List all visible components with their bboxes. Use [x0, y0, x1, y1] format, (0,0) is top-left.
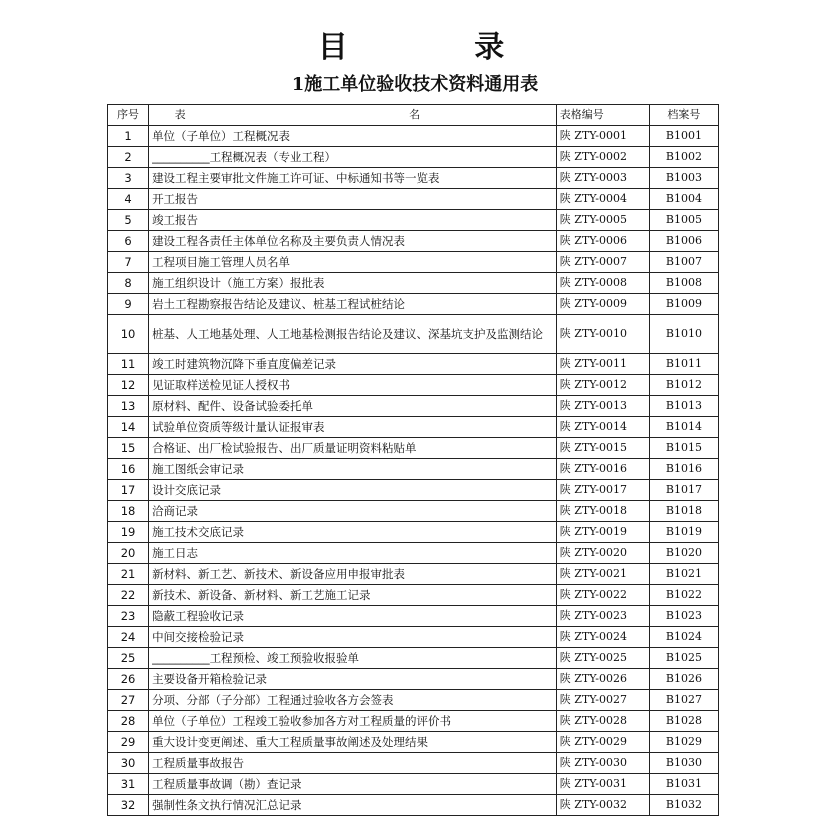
row-archive-number: B1015: [649, 438, 718, 459]
row-archive-number: B1008: [649, 273, 718, 294]
row-form-code: 陕 ZTY-0030: [556, 753, 649, 774]
row-form-name: 竣工时建筑物沉降下垂直度偏差记录: [149, 354, 557, 375]
row-form-name: 隐蔽工程验收记录: [149, 606, 557, 627]
row-form-code: 陕 ZTY-0027: [556, 690, 649, 711]
table-row: [108, 480, 719, 501]
table-row: [108, 231, 719, 252]
table-row: [108, 627, 719, 648]
row-number: 29: [108, 732, 149, 753]
row-archive-number: B1001: [649, 126, 718, 147]
row-number: 3: [108, 168, 149, 189]
row-number: 27: [108, 690, 149, 711]
table-header-row: [108, 105, 719, 126]
row-number: 5: [108, 210, 149, 231]
row-form-code: 陕 ZTY-0029: [556, 732, 649, 753]
row-number: 9: [108, 294, 149, 315]
row-form-code: 陕 ZTY-0026: [556, 669, 649, 690]
col-header-archive-number: 档案号: [649, 105, 718, 126]
table-row: [108, 126, 719, 147]
row-form-code: 陕 ZTY-0023: [556, 606, 649, 627]
row-form-name: 见证取样送检见证人授权书: [149, 375, 557, 396]
row-archive-number: B1007: [649, 252, 718, 273]
row-form-code: 陕 ZTY-0004: [556, 189, 649, 210]
row-form-code: 陕 ZTY-0024: [556, 627, 649, 648]
row-form-code: 陕 ZTY-0022: [556, 585, 649, 606]
row-number: 23: [108, 606, 149, 627]
row-number: 31: [108, 774, 149, 795]
row-form-code: 陕 ZTY-0031: [556, 774, 649, 795]
row-number: 26: [108, 669, 149, 690]
section-subtitle: 1施工单位验收技术资料通用表: [291, 74, 539, 95]
table-row: [108, 543, 719, 564]
row-archive-number: B1016: [649, 459, 718, 480]
row-form-code: 陕 ZTY-0011: [556, 354, 649, 375]
row-form-name: 新材料、新工艺、新技术、新设备应用申报审批表: [149, 564, 557, 585]
row-form-code: 陕 ZTY-0020: [556, 543, 649, 564]
row-form-code: 陕 ZTY-0021: [556, 564, 649, 585]
table-row: [108, 168, 719, 189]
table-row: [108, 732, 719, 753]
row-number: 15: [108, 438, 149, 459]
row-form-name: 施工日志: [149, 543, 557, 564]
row-number: 12: [108, 375, 149, 396]
row-archive-number: B1002: [649, 147, 718, 168]
row-form-name: 建设工程主要审批文件施工许可证、中标通知书等一览表: [149, 168, 557, 189]
contents-table: [107, 104, 719, 816]
table-row: [108, 396, 719, 417]
row-archive-number: B1023: [649, 606, 718, 627]
row-number: 18: [108, 501, 149, 522]
row-archive-number: B1012: [649, 375, 718, 396]
table-row: [108, 252, 719, 273]
row-archive-number: B1011: [649, 354, 718, 375]
row-archive-number: B1014: [649, 417, 718, 438]
row-form-name: 桩基、人工地基处理、人工地基检测报告结论及建议、深基坑支护及监测结论: [149, 315, 557, 354]
row-form-name: __________工程概况表（专业工程）: [149, 147, 557, 168]
row-number: 1: [108, 126, 149, 147]
col-header-name: 表 名: [149, 105, 557, 126]
row-form-code: 陕 ZTY-0032: [556, 795, 649, 816]
row-form-code: 陕 ZTY-0015: [556, 438, 649, 459]
table-row: [108, 189, 719, 210]
row-archive-number: B1022: [649, 585, 718, 606]
row-number: 25: [108, 648, 149, 669]
table-row: [108, 585, 719, 606]
row-archive-number: B1021: [649, 564, 718, 585]
row-number: 7: [108, 252, 149, 273]
row-form-name: 洽商记录: [149, 501, 557, 522]
row-form-name: 竣工报告: [149, 210, 557, 231]
row-archive-number: B1024: [649, 627, 718, 648]
row-archive-number: B1027: [649, 690, 718, 711]
row-number: 24: [108, 627, 149, 648]
row-form-name: 单位（子单位）工程概况表: [149, 126, 557, 147]
row-form-code: 陕 ZTY-0012: [556, 375, 649, 396]
row-archive-number: B1004: [649, 189, 718, 210]
row-form-code: 陕 ZTY-0018: [556, 501, 649, 522]
row-archive-number: B1018: [649, 501, 718, 522]
row-form-code: 陕 ZTY-0005: [556, 210, 649, 231]
col-header-form-code: 表格编号: [556, 105, 649, 126]
row-archive-number: B1013: [649, 396, 718, 417]
row-form-name: 施工图纸会审记录: [149, 459, 557, 480]
row-form-code: 陕 ZTY-0007: [556, 252, 649, 273]
row-number: 22: [108, 585, 149, 606]
row-form-code: 陕 ZTY-0013: [556, 396, 649, 417]
row-form-name: 新技术、新设备、新材料、新工艺施工记录: [149, 585, 557, 606]
row-archive-number: B1030: [649, 753, 718, 774]
table-body: [108, 126, 719, 816]
table-row: [108, 774, 719, 795]
row-number: 8: [108, 273, 149, 294]
table-row: [108, 459, 719, 480]
table-row: [108, 354, 719, 375]
row-archive-number: B1006: [649, 231, 718, 252]
row-number: 13: [108, 396, 149, 417]
row-form-name: 单位（子单位）工程竣工验收参加各方对工程质量的评价书: [149, 711, 557, 732]
row-form-name: 分项、分部（子分部）工程通过验收各方会签表: [149, 690, 557, 711]
row-form-code: 陕 ZTY-0008: [556, 273, 649, 294]
row-form-name: 强制性条文执行情况汇总记录: [149, 795, 557, 816]
table-row: [108, 438, 719, 459]
row-archive-number: B1026: [649, 669, 718, 690]
row-number: 2: [108, 147, 149, 168]
row-archive-number: B1032: [649, 795, 718, 816]
row-form-name: 试验单位资质等级计量认证报审表: [149, 417, 557, 438]
row-form-name: 建设工程各责任主体单位名称及主要负责人情况表: [149, 231, 557, 252]
table-row: [108, 375, 719, 396]
row-form-name: 岩土工程勘察报告结论及建议、桩基工程试桩结论: [149, 294, 557, 315]
row-archive-number: B1003: [649, 168, 718, 189]
row-number: 6: [108, 231, 149, 252]
row-number: 10: [108, 315, 149, 354]
table-row: [108, 273, 719, 294]
row-form-name: 重大设计变更阐述、重大工程质量事故阐述及处理结果: [149, 732, 557, 753]
table-row: [108, 147, 719, 168]
row-form-code: 陕 ZTY-0028: [556, 711, 649, 732]
row-archive-number: B1017: [649, 480, 718, 501]
row-form-name: 开工报告: [149, 189, 557, 210]
table-row: [108, 501, 719, 522]
row-form-name: 原材料、配件、设备试验委托单: [149, 396, 557, 417]
row-form-code: 陕 ZTY-0009: [556, 294, 649, 315]
row-form-code: 陕 ZTY-0014: [556, 417, 649, 438]
row-form-name: 施工技术交底记录: [149, 522, 557, 543]
row-form-name: 主要设备开箱检验记录: [149, 669, 557, 690]
table-row: [108, 294, 719, 315]
row-number: 4: [108, 189, 149, 210]
row-archive-number: B1005: [649, 210, 718, 231]
table-row: [108, 669, 719, 690]
row-archive-number: B1009: [649, 294, 718, 315]
row-form-code: 陕 ZTY-0016: [556, 459, 649, 480]
row-form-name: __________工程预检、竣工预验收报验单: [149, 648, 557, 669]
row-form-name: 施工组织设计（施工方案）报批表: [149, 273, 557, 294]
table-row: [108, 753, 719, 774]
table-row: [108, 315, 719, 354]
row-number: 21: [108, 564, 149, 585]
table-row: [108, 606, 719, 627]
row-form-name: 工程质量事故调（勘）查记录: [149, 774, 557, 795]
row-archive-number: B1031: [649, 774, 718, 795]
row-number: 14: [108, 417, 149, 438]
row-number: 19: [108, 522, 149, 543]
row-form-code: 陕 ZTY-0025: [556, 648, 649, 669]
row-form-name: 设计交底记录: [149, 480, 557, 501]
row-number: 30: [108, 753, 149, 774]
table-row: [108, 417, 719, 438]
col-header-number: 序号: [108, 105, 149, 126]
table-row: [108, 522, 719, 543]
row-form-code: 陕 ZTY-0003: [556, 168, 649, 189]
row-form-name: 工程质量事故报告: [149, 753, 557, 774]
row-form-code: 陕 ZTY-0001: [556, 126, 649, 147]
row-archive-number: B1025: [649, 648, 718, 669]
row-form-name: 合格证、出厂检试验报告、出厂质量证明资料粘贴单: [149, 438, 557, 459]
row-number: 20: [108, 543, 149, 564]
table-row: [108, 711, 719, 732]
row-form-code: 陕 ZTY-0019: [556, 522, 649, 543]
row-archive-number: B1020: [649, 543, 718, 564]
row-form-name: 中间交接检验记录: [149, 627, 557, 648]
row-number: 28: [108, 711, 149, 732]
row-number: 17: [108, 480, 149, 501]
row-form-code: 陕 ZTY-0006: [556, 231, 649, 252]
row-form-code: 陕 ZTY-0017: [556, 480, 649, 501]
row-form-code: 陕 ZTY-0002: [556, 147, 649, 168]
table-row: [108, 210, 719, 231]
table-row: [108, 690, 719, 711]
row-number: 11: [108, 354, 149, 375]
page-title: 目 录: [317, 30, 563, 65]
table-row: [108, 648, 719, 669]
table-row: [108, 795, 719, 816]
table-row: [108, 564, 719, 585]
row-archive-number: B1019: [649, 522, 718, 543]
row-number: 16: [108, 459, 149, 480]
row-archive-number: B1029: [649, 732, 718, 753]
row-archive-number: B1028: [649, 711, 718, 732]
row-number: 32: [108, 795, 149, 816]
row-form-code: 陕 ZTY-0010: [556, 315, 649, 354]
row-form-name: 工程项目施工管理人员名单: [149, 252, 557, 273]
row-archive-number: B1010: [649, 315, 718, 354]
